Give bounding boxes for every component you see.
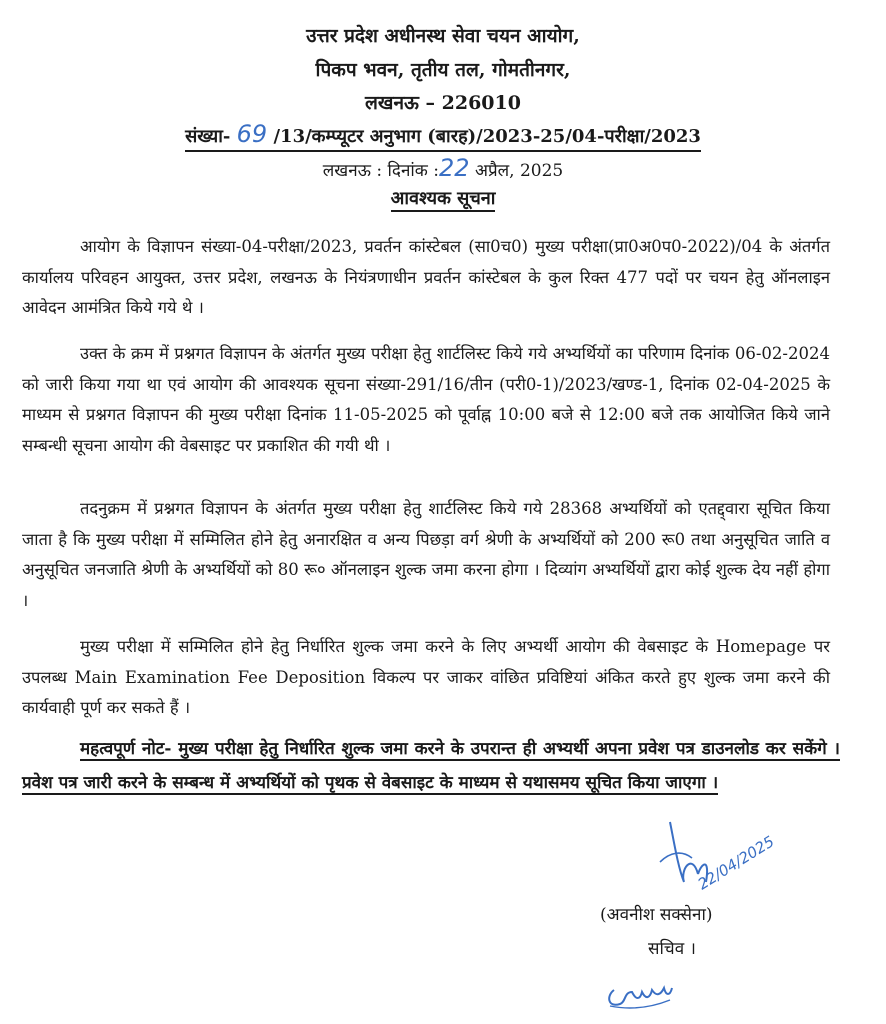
- date-place: लखनऊ :: [322, 161, 383, 181]
- paragraph-1: आयोग के विज्ञापन संख्या-04-परीक्षा/2023, प्रवर्तन कांस्टेबल (सा0च0) मुख्य परीक्षा(प्रा0अ0प0-2022)/04 के अंतर्गत कार्यालय परिवहन आयुक्त, उत्तर प्रदेश, लखनऊ के नियंत्रणाधीन प्रवर्तन कांस्टेबल के कुल रिक्त 477 पदों पर चयन हेतु ऑनलाइन आवेदन आमंत्रित किये गये थे ।: [22, 237, 830, 317]
- initials-scribble: [600, 970, 680, 1014]
- date-rest: अप्रैल, 2025: [474, 161, 564, 181]
- handwritten-date-day: 22: [439, 154, 470, 182]
- signature-handwritten-date: 22/04/2025: [694, 832, 778, 894]
- date-line: [0, 154, 886, 182]
- reference-line: [0, 120, 886, 152]
- paragraph-4: मुख्य परीक्षा में सम्मिलित होने हेतु निर्धारित शुल्क जमा करने के लिए अभ्यर्थी आयोग की वेबसाइट के Homepage पर उपलब्ध Main Examination Fee Deposition विकल्प पर जाकर वांछित प्रविष्टियां अंकित करते हुए शुल्क जमा करने की कार्यवाही पूर्ण कर सकते हैं ।: [22, 637, 830, 717]
- important-note-text: महत्वपूर्ण नोट- मुख्य परीक्षा हेतु निर्धारित शुल्क जमा करने के उपरान्त ही अभ्यर्थी अपना प्रवेश पत्र डाउनलोड कर सकेंगे । प्रवेश पत्र जारी करने के सम्बन्ध में अभ्यर्थियों को पृथक से वेबसाइट के माध्यम से यथासमय सूचित किया जाएगा ।: [22, 739, 840, 793]
- date-label: दिनांक :: [387, 161, 439, 181]
- notice-title: [0, 186, 886, 210]
- important-note: [22, 732, 840, 800]
- org-city: लखनऊ – 226010: [365, 92, 521, 114]
- signature-scribble: [640, 812, 800, 912]
- handwritten-ref-number: 69: [236, 120, 268, 148]
- paragraph-2: उक्त के क्रम में प्रश्नगत विज्ञापन के अंतर्गत मुख्य परीक्षा हेतु शार्टलिस्ट किये गये अभ्यर्थियों का परिणाम दिनांक 06-02-2024 को जारी किया गया था एवं आयोग की आवश्यक सूचना संख्या-291/16/तीन (परी0-1)/2023/खण्ड-1, दिनांक 02-04-2025 के माध्यम से प्रश्नगत विज्ञापन की मुख्य परीक्षा दिनांक 11-05-2025 को पूर्वाह्न 10:00 बजे से 12:00 बजे तक आयोजित किये जाने सम्बन्धी सूचना आयोग की वेबसाइट पर प्रकाशित की गयी थी ।: [22, 344, 830, 455]
- signatory-designation: सचिव ।: [648, 939, 696, 959]
- notice-title-text: आवश्यक सूचना: [391, 188, 496, 212]
- org-address: पिकप भवन, तृतीय तल, गोमतीनगर,: [315, 59, 571, 81]
- reference-suffix: /13/कम्प्यूटर अनुभाग (बारह)/2023-25/04-परीक्षा/2023: [273, 126, 701, 147]
- paragraph-3: तदनुक्रम में प्रश्नगत विज्ञापन के अंतर्गत मुख्य परीक्षा हेतु शार्टलिस्ट किये गये 28368 अभ्यर्थियों को एतद्द्वारा सूचित किया जाता है कि मुख्य परीक्षा में सम्मिलित होने हेतु अनारक्षित व अन्य पिछड़ा वर्ग श्रेणी के अभ्यर्थियों को 200 रू0 तथा अनुसूचित जाति व अनुसूचित जनजाति श्रेणी के अभ्यर्थियों को 80 रू० ऑनलाइन शुल्क जमा करना होगा । दिव्यांग अभ्यर्थियों द्वारा कोई शुल्क देय नहीं होगा ।: [22, 499, 830, 610]
- reference-prefix: संख्या-: [185, 126, 231, 147]
- org-name: उत्तर प्रदेश अधीनस्थ सेवा चयन आयोग,: [306, 25, 580, 47]
- signatory-name: (अवनीश सक्सेना): [600, 905, 713, 925]
